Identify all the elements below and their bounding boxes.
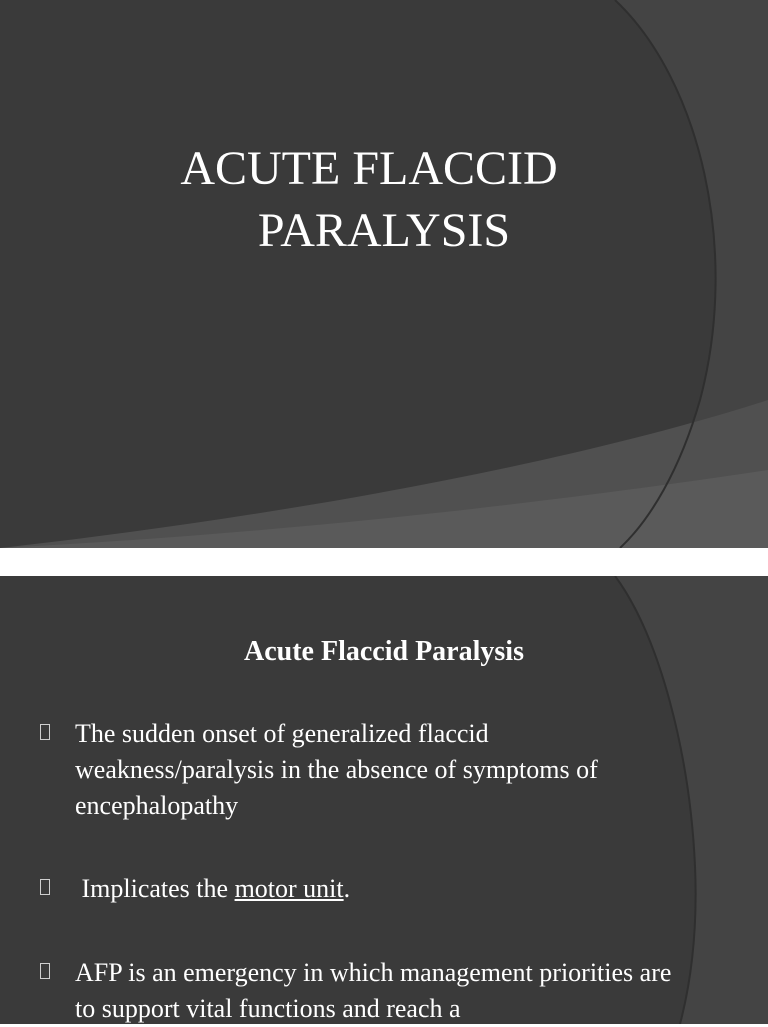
motor-unit-link[interactable]: motor unit [234,874,344,903]
bullet-marker-icon [40,963,50,979]
bullet-marker-icon [40,724,50,740]
bullet-text-prefix: Implicates the [75,874,235,903]
slide-title-line-2: PARALYSIS [257,204,511,257]
bullet-text: AFP is an emergency in which management priorities are to support vital functions and reach a [75,958,672,1023]
bullet-marker-icon [40,879,50,895]
bullet-text [75,871,685,907]
slide-title [0,138,738,262]
bullet-text: The sudden onset of generalized flaccid weakness/paralysis in the absence of symptoms of encephalopathy [75,719,598,820]
slide-title-line-1: ACUTE FLACCID [180,142,558,195]
content-slide-heading: Acute Flaccid Paralysis [244,636,524,667]
slide-separator [0,548,768,576]
bullet-text-suffix: . [343,874,351,903]
